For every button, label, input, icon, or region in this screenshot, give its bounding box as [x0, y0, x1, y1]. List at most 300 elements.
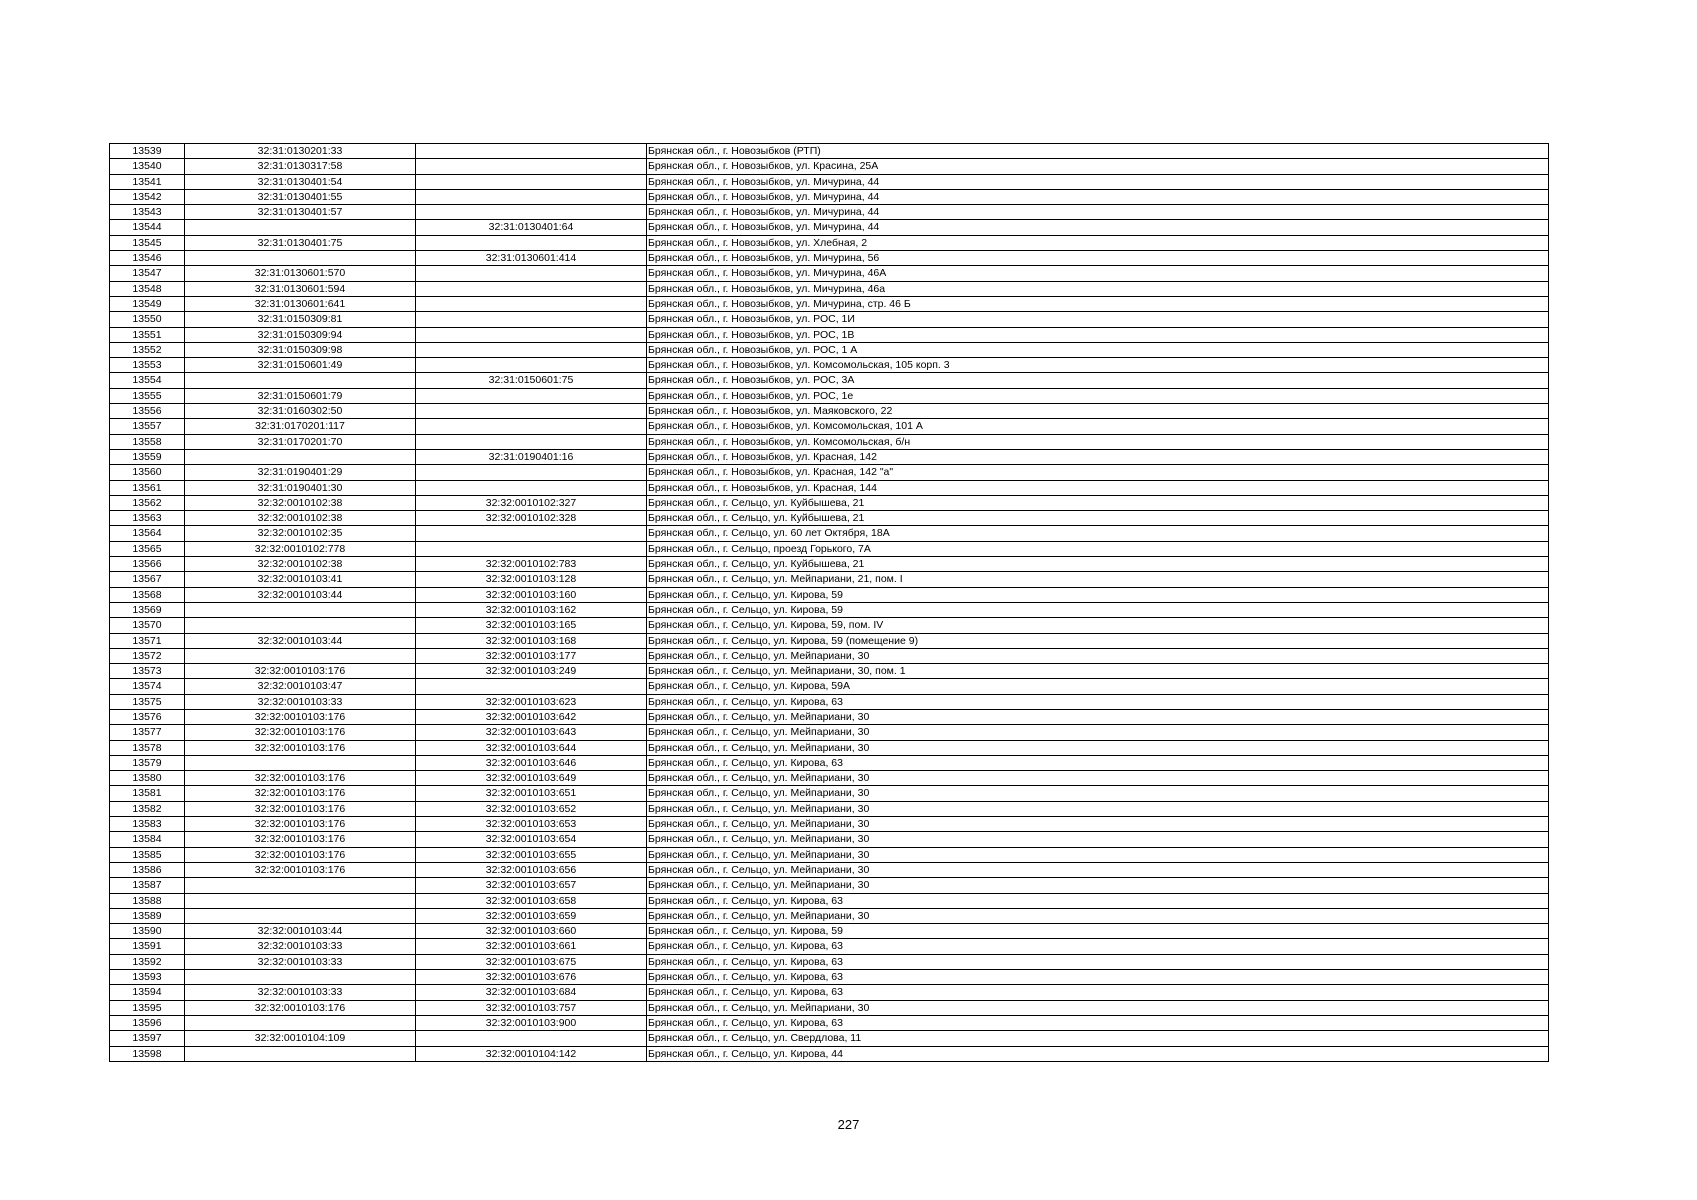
cell-cadastral-number: 32:31:0130401:54	[185, 174, 416, 189]
cell-number: 13567	[110, 572, 185, 587]
cell-object-cadastral-number	[416, 312, 647, 327]
table-row	[110, 602, 1549, 617]
table-row	[110, 817, 1549, 832]
table-row	[110, 526, 1549, 541]
cell-cadastral-number: 32:31:0190401:30	[185, 480, 416, 495]
table-row	[110, 358, 1549, 373]
cell-object-cadastral-number: 32:32:0010103:128	[416, 572, 647, 587]
cell-number: 13585	[110, 847, 185, 862]
table-row	[110, 939, 1549, 954]
table-row	[110, 465, 1549, 480]
table-row	[110, 587, 1549, 602]
cell-object-cadastral-number	[416, 434, 647, 449]
cell-object-cadastral-number: 32:32:0010103:249	[416, 664, 647, 679]
cell-object-cadastral-number: 32:32:0010103:661	[416, 939, 647, 954]
cell-address: Брянская обл., г. Новозыбков, ул. РОС, 1е	[647, 388, 1549, 403]
cell-cadastral-number	[185, 251, 416, 266]
table-row	[110, 954, 1549, 969]
cell-address: Брянская обл., г. Сельцо, ул. Мейпариани, 30	[647, 862, 1549, 877]
cell-address: Брянская обл., г. Сельцо, ул. Кирова, 63	[647, 985, 1549, 1000]
table-row	[110, 725, 1549, 740]
cell-address: Брянская обл., г. Сельцо, ул. Свердлова, 11	[647, 1031, 1549, 1046]
cell-cadastral-number: 32:31:0160302:50	[185, 404, 416, 419]
cell-number: 13554	[110, 373, 185, 388]
table-row	[110, 862, 1549, 877]
cell-number: 13575	[110, 694, 185, 709]
table-row	[110, 541, 1549, 556]
cell-number: 13566	[110, 557, 185, 572]
cell-object-cadastral-number	[416, 342, 647, 357]
cell-object-cadastral-number	[416, 541, 647, 556]
cell-number: 13598	[110, 1046, 185, 1061]
cell-cadastral-number: 32:32:0010103:44	[185, 633, 416, 648]
cell-cadastral-number: 32:31:0150309:98	[185, 342, 416, 357]
cell-number: 13558	[110, 434, 185, 449]
cell-cadastral-number: 32:31:0150309:94	[185, 327, 416, 342]
cell-number: 13589	[110, 908, 185, 923]
cell-cadastral-number: 32:31:0130201:33	[185, 144, 416, 159]
cell-address: Брянская обл., г. Сельцо, ул. Кирова, 59А	[647, 679, 1549, 694]
cell-address: Брянская обл., г. Сельцо, ул. Мейпариани, 30	[647, 878, 1549, 893]
cell-cadastral-number: 32:32:0010103:176	[185, 664, 416, 679]
cell-cadastral-number: 32:32:0010103:33	[185, 939, 416, 954]
cell-address: Брянская обл., г. Сельцо, ул. Мейпариани, 30	[647, 801, 1549, 816]
table-row	[110, 205, 1549, 220]
cell-object-cadastral-number: 32:32:0010102:783	[416, 557, 647, 572]
cell-number: 13561	[110, 480, 185, 495]
cell-number: 13573	[110, 664, 185, 679]
cell-object-cadastral-number: 32:32:0010104:142	[416, 1046, 647, 1061]
cell-number: 13581	[110, 786, 185, 801]
cell-cadastral-number: 32:31:0130601:594	[185, 281, 416, 296]
table-row	[110, 281, 1549, 296]
cell-address: Брянская обл., г. Сельцо, ул. Мейпариани, 30	[647, 740, 1549, 755]
cell-number: 13557	[110, 419, 185, 434]
cell-number: 13544	[110, 220, 185, 235]
cell-address: Брянская обл., г. Сельцо, ул. Кирова, 44	[647, 1046, 1549, 1061]
cell-object-cadastral-number: 32:32:0010103:655	[416, 847, 647, 862]
cell-cadastral-number: 32:31:0130401:57	[185, 205, 416, 220]
cell-object-cadastral-number	[416, 296, 647, 311]
cell-address: Брянская обл., г. Сельцо, ул. Кирова, 59	[647, 587, 1549, 602]
cell-cadastral-number: 32:32:0010103:176	[185, 740, 416, 755]
cell-object-cadastral-number: 32:32:0010103:165	[416, 618, 647, 633]
cell-cadastral-number: 32:32:0010103:176	[185, 862, 416, 877]
table-row	[110, 159, 1549, 174]
cell-cadastral-number: 32:31:0170201:70	[185, 434, 416, 449]
cell-address: Брянская обл., г. Новозыбков, ул. Комсомольская, 101 А	[647, 419, 1549, 434]
cell-address: Брянская обл., г. Новозыбков, ул. Мичурина, 46А	[647, 266, 1549, 281]
cell-cadastral-number: 32:31:0130601:570	[185, 266, 416, 281]
cell-cadastral-number: 32:31:0150601:79	[185, 388, 416, 403]
cell-object-cadastral-number: 32:32:0010103:643	[416, 725, 647, 740]
cell-number: 13556	[110, 404, 185, 419]
cell-number: 13597	[110, 1031, 185, 1046]
cell-address: Брянская обл., г. Новозыбков, ул. Комсомольская, 105 корп. 3	[647, 358, 1549, 373]
cell-object-cadastral-number: 32:32:0010103:684	[416, 985, 647, 1000]
cell-object-cadastral-number: 32:32:0010103:900	[416, 1015, 647, 1030]
cell-address: Брянская обл., г. Новозыбков, ул. РОС, 3А	[647, 373, 1549, 388]
table-row	[110, 878, 1549, 893]
cell-address: Брянская обл., г. Сельцо, ул. Кирова, 63	[647, 1015, 1549, 1030]
table-row	[110, 235, 1549, 250]
table-row	[110, 251, 1549, 266]
table-row	[110, 419, 1549, 434]
cell-object-cadastral-number: 32:32:0010103:642	[416, 709, 647, 724]
cell-number: 13551	[110, 327, 185, 342]
table-row	[110, 557, 1549, 572]
cell-number: 13593	[110, 970, 185, 985]
cell-number: 13541	[110, 174, 185, 189]
cell-address: Брянская обл., г. Сельцо, ул. Мейпариани, 30	[647, 832, 1549, 847]
cell-number: 13549	[110, 296, 185, 311]
cell-object-cadastral-number: 32:32:0010103:659	[416, 908, 647, 923]
cell-number: 13547	[110, 266, 185, 281]
cell-object-cadastral-number: 32:32:0010103:757	[416, 1000, 647, 1015]
table-row	[110, 694, 1549, 709]
cell-object-cadastral-number	[416, 419, 647, 434]
cell-address: Брянская обл., г. Новозыбков, ул. РОС, 1И	[647, 312, 1549, 327]
table-row	[110, 1031, 1549, 1046]
cell-number: 13552	[110, 342, 185, 357]
cell-address: Брянская обл., г. Сельцо, проезд Горького, 7А	[647, 541, 1549, 556]
cell-cadastral-number	[185, 970, 416, 985]
cell-number: 13564	[110, 526, 185, 541]
cell-object-cadastral-number: 32:31:0130401:64	[416, 220, 647, 235]
table-row	[110, 434, 1549, 449]
cell-object-cadastral-number	[416, 358, 647, 373]
cell-cadastral-number: 32:32:0010103:176	[185, 709, 416, 724]
cell-cadastral-number: 32:32:0010103:176	[185, 786, 416, 801]
cell-object-cadastral-number: 32:32:0010103:651	[416, 786, 647, 801]
table-row	[110, 985, 1549, 1000]
cell-cadastral-number: 32:32:0010103:176	[185, 725, 416, 740]
table-row	[110, 511, 1549, 526]
cell-object-cadastral-number	[416, 388, 647, 403]
cell-object-cadastral-number	[416, 159, 647, 174]
table-row	[110, 893, 1549, 908]
cell-cadastral-number: 32:31:0190401:29	[185, 465, 416, 480]
cell-cadastral-number: 32:32:0010103:176	[185, 832, 416, 847]
cell-number: 13539	[110, 144, 185, 159]
table-row	[110, 495, 1549, 510]
cell-number: 13560	[110, 465, 185, 480]
cell-number: 13559	[110, 449, 185, 464]
cell-object-cadastral-number	[416, 266, 647, 281]
cell-number: 13583	[110, 817, 185, 832]
cell-address: Брянская обл., г. Сельцо, ул. Мейпариани, 30	[647, 771, 1549, 786]
cell-object-cadastral-number: 32:32:0010103:652	[416, 801, 647, 816]
cell-cadastral-number	[185, 648, 416, 663]
cell-number: 13550	[110, 312, 185, 327]
cell-cadastral-number	[185, 618, 416, 633]
cell-cadastral-number: 32:32:0010102:38	[185, 557, 416, 572]
cell-number: 13540	[110, 159, 185, 174]
cell-number: 13555	[110, 388, 185, 403]
cell-address: Брянская обл., г. Сельцо, ул. Мейпариани, 30	[647, 709, 1549, 724]
cell-object-cadastral-number: 32:32:0010103:177	[416, 648, 647, 663]
cell-number: 13591	[110, 939, 185, 954]
table-row	[110, 908, 1549, 923]
table-row	[110, 755, 1549, 770]
cell-number: 13592	[110, 954, 185, 969]
cell-number: 13546	[110, 251, 185, 266]
table-row	[110, 1046, 1549, 1061]
table-row	[110, 618, 1549, 633]
cell-number: 13590	[110, 924, 185, 939]
cell-address: Брянская обл., г. Новозыбков, ул. Мичурина, 44	[647, 189, 1549, 204]
table-row	[110, 327, 1549, 342]
cell-address: Брянская обл., г. Сельцо, ул. Мейпариани, 30	[647, 725, 1549, 740]
cell-cadastral-number: 32:32:0010102:38	[185, 511, 416, 526]
cell-address: Брянская обл., г. Сельцо, ул. Мейпариани, 21, пом. I	[647, 572, 1549, 587]
cell-cadastral-number: 32:31:0150309:81	[185, 312, 416, 327]
cell-object-cadastral-number	[416, 404, 647, 419]
cell-object-cadastral-number: 32:32:0010103:649	[416, 771, 647, 786]
cell-address: Брянская обл., г. Сельцо, ул. Мейпариани, 30	[647, 908, 1549, 923]
cell-number: 13586	[110, 862, 185, 877]
cell-number: 13545	[110, 235, 185, 250]
cell-object-cadastral-number: 32:32:0010102:327	[416, 495, 647, 510]
table-row	[110, 342, 1549, 357]
table-row	[110, 832, 1549, 847]
cell-object-cadastral-number	[416, 526, 647, 541]
cell-number: 13594	[110, 985, 185, 1000]
cell-address: Брянская обл., г. Новозыбков, ул. Мичурина, стр. 46 Б	[647, 296, 1549, 311]
cell-object-cadastral-number	[416, 281, 647, 296]
cell-cadastral-number: 32:31:0130601:641	[185, 296, 416, 311]
cell-cadastral-number: 32:32:0010103:44	[185, 924, 416, 939]
cell-number: 13542	[110, 189, 185, 204]
cell-number: 13571	[110, 633, 185, 648]
cell-cadastral-number	[185, 908, 416, 923]
cell-address: Брянская обл., г. Новозыбков, ул. РОС, 1В	[647, 327, 1549, 342]
cell-cadastral-number: 32:31:0130401:55	[185, 189, 416, 204]
cell-address: Брянская обл., г. Сельцо, ул. Кирова, 63	[647, 755, 1549, 770]
cell-address: Брянская обл., г. Новозыбков (РТП)	[647, 144, 1549, 159]
cell-address: Брянская обл., г. Новозыбков, ул. Мичурина, 44	[647, 220, 1549, 235]
cell-object-cadastral-number	[416, 480, 647, 495]
cell-cadastral-number: 32:32:0010103:33	[185, 694, 416, 709]
cell-address: Брянская обл., г. Сельцо, ул. Кирова, 59, пом. IV	[647, 618, 1549, 633]
table-row	[110, 771, 1549, 786]
cell-cadastral-number: 32:32:0010103:176	[185, 847, 416, 862]
cell-object-cadastral-number: 32:32:0010103:653	[416, 817, 647, 832]
cell-cadastral-number: 32:32:0010103:47	[185, 679, 416, 694]
cell-cadastral-number	[185, 893, 416, 908]
cell-number: 13543	[110, 205, 185, 220]
cell-object-cadastral-number: 32:32:0010103:660	[416, 924, 647, 939]
cell-address: Брянская обл., г. Сельцо, ул. Кирова, 59	[647, 602, 1549, 617]
cell-address: Брянская обл., г. Новозыбков, ул. Красная, 144	[647, 480, 1549, 495]
table-row	[110, 266, 1549, 281]
table-row	[110, 189, 1549, 204]
cell-object-cadastral-number: 32:32:0010103:646	[416, 755, 647, 770]
cell-cadastral-number	[185, 755, 416, 770]
table-row	[110, 312, 1549, 327]
table-row	[110, 633, 1549, 648]
cell-cadastral-number: 32:32:0010102:35	[185, 526, 416, 541]
cell-cadastral-number	[185, 878, 416, 893]
cell-object-cadastral-number: 32:32:0010103:644	[416, 740, 647, 755]
table-row	[110, 373, 1549, 388]
cell-object-cadastral-number: 32:31:0130601:414	[416, 251, 647, 266]
registry-table	[109, 143, 1549, 1062]
cell-address: Брянская обл., г. Новозыбков, ул. Хлебная, 2	[647, 235, 1549, 250]
page-number: 227	[837, 1117, 860, 1132]
cell-object-cadastral-number: 32:32:0010103:168	[416, 633, 647, 648]
cell-number: 13582	[110, 801, 185, 816]
cell-number: 13596	[110, 1015, 185, 1030]
cell-address: Брянская обл., г. Сельцо, ул. Кирова, 63	[647, 893, 1549, 908]
cell-cadastral-number	[185, 1046, 416, 1061]
cell-number: 13568	[110, 587, 185, 602]
table-row	[110, 709, 1549, 724]
table-row	[110, 1015, 1549, 1030]
cell-cadastral-number: 32:32:0010103:33	[185, 954, 416, 969]
cell-cadastral-number: 32:32:0010103:176	[185, 1000, 416, 1015]
cell-cadastral-number	[185, 1015, 416, 1030]
cell-cadastral-number: 32:32:0010103:41	[185, 572, 416, 587]
cell-address: Брянская обл., г. Сельцо, ул. Мейпариани, 30	[647, 1000, 1549, 1015]
cell-address: Брянская обл., г. Сельцо, ул. Мейпариани, 30	[647, 786, 1549, 801]
cell-address: Брянская обл., г. Сельцо, ул. Кирова, 59 (помещение 9)	[647, 633, 1549, 648]
cell-cadastral-number: 32:32:0010104:109	[185, 1031, 416, 1046]
cell-cadastral-number	[185, 449, 416, 464]
cell-cadastral-number: 32:32:0010103:176	[185, 801, 416, 816]
cell-object-cadastral-number: 32:32:0010102:328	[416, 511, 647, 526]
cell-object-cadastral-number	[416, 144, 647, 159]
cell-object-cadastral-number: 32:32:0010103:623	[416, 694, 647, 709]
table-row	[110, 970, 1549, 985]
cell-address: Брянская обл., г. Сельцо, ул. Мейпариани, 30	[647, 847, 1549, 862]
cell-number: 13553	[110, 358, 185, 373]
cell-number: 13563	[110, 511, 185, 526]
cell-address: Брянская обл., г. Сельцо, ул. Кирова, 63	[647, 954, 1549, 969]
cell-address: Брянская обл., г. Новозыбков, ул. Красина, 25А	[647, 159, 1549, 174]
cell-address: Брянская обл., г. Сельцо, ул. Куйбышева, 21	[647, 557, 1549, 572]
cell-number: 13562	[110, 495, 185, 510]
cell-number: 13576	[110, 709, 185, 724]
cell-number: 13580	[110, 771, 185, 786]
cell-address: Брянская обл., г. Новозыбков, ул. Мичурина, 44	[647, 174, 1549, 189]
cell-number: 13578	[110, 740, 185, 755]
cell-object-cadastral-number: 32:32:0010103:656	[416, 862, 647, 877]
table-row	[110, 296, 1549, 311]
cell-object-cadastral-number: 32:32:0010103:658	[416, 893, 647, 908]
cell-number: 13548	[110, 281, 185, 296]
cell-cadastral-number: 32:31:0170201:117	[185, 419, 416, 434]
table-row	[110, 404, 1549, 419]
table-row	[110, 388, 1549, 403]
cell-object-cadastral-number	[416, 235, 647, 250]
cell-object-cadastral-number	[416, 679, 647, 694]
cell-cadastral-number	[185, 373, 416, 388]
cell-address: Брянская обл., г. Сельцо, ул. Кирова, 59	[647, 924, 1549, 939]
cell-cadastral-number: 32:32:0010102:38	[185, 495, 416, 510]
cell-object-cadastral-number: 32:32:0010103:675	[416, 954, 647, 969]
table-row	[110, 220, 1549, 235]
table-row	[110, 801, 1549, 816]
cell-object-cadastral-number	[416, 1031, 647, 1046]
cell-number: 13584	[110, 832, 185, 847]
cell-address: Брянская обл., г. Сельцо, ул. Мейпариани, 30	[647, 648, 1549, 663]
cell-address: Брянская обл., г. Сельцо, ул. Куйбышева, 21	[647, 511, 1549, 526]
cell-address: Брянская обл., г. Новозыбков, ул. Комсомольская, б/н	[647, 434, 1549, 449]
table-row	[110, 572, 1549, 587]
cell-number: 13565	[110, 541, 185, 556]
cell-address: Брянская обл., г. Сельцо, ул. Мейпариани, 30, пом. 1	[647, 664, 1549, 679]
cell-number: 13569	[110, 602, 185, 617]
table-row	[110, 648, 1549, 663]
cell-cadastral-number: 32:32:0010102:778	[185, 541, 416, 556]
cell-cadastral-number	[185, 220, 416, 235]
cell-number: 13595	[110, 1000, 185, 1015]
table-row	[110, 679, 1549, 694]
cell-number: 13574	[110, 679, 185, 694]
cell-address: Брянская обл., г. Новозыбков, ул. Красная, 142 "а"	[647, 465, 1549, 480]
cell-cadastral-number: 32:31:0150601:49	[185, 358, 416, 373]
cell-address: Брянская обл., г. Новозыбков, ул. РОС, 1 А	[647, 342, 1549, 357]
cell-address: Брянская обл., г. Сельцо, ул. Кирова, 63	[647, 694, 1549, 709]
table-row	[110, 924, 1549, 939]
cell-object-cadastral-number: 32:32:0010103:654	[416, 832, 647, 847]
cell-address: Брянская обл., г. Новозыбков, ул. Маяковского, 22	[647, 404, 1549, 419]
cell-cadastral-number: 32:31:0130317:58	[185, 159, 416, 174]
cell-number: 13577	[110, 725, 185, 740]
table-row	[110, 786, 1549, 801]
table-row	[110, 480, 1549, 495]
cell-object-cadastral-number	[416, 174, 647, 189]
cell-object-cadastral-number: 32:32:0010103:162	[416, 602, 647, 617]
cell-object-cadastral-number	[416, 205, 647, 220]
cell-cadastral-number: 32:32:0010103:44	[185, 587, 416, 602]
cell-object-cadastral-number: 32:31:0190401:16	[416, 449, 647, 464]
cell-cadastral-number	[185, 602, 416, 617]
cell-cadastral-number: 32:31:0130401:75	[185, 235, 416, 250]
cell-address: Брянская обл., г. Новозыбков, ул. Красная, 142	[647, 449, 1549, 464]
table-row	[110, 664, 1549, 679]
table-row	[110, 740, 1549, 755]
cell-address: Брянская обл., г. Сельцо, ул. Мейпариани, 30	[647, 817, 1549, 832]
cell-number: 13570	[110, 618, 185, 633]
cell-address: Брянская обл., г. Сельцо, ул. Куйбышева, 21	[647, 495, 1549, 510]
cell-object-cadastral-number	[416, 189, 647, 204]
cell-object-cadastral-number: 32:32:0010103:676	[416, 970, 647, 985]
cell-number: 13572	[110, 648, 185, 663]
cell-address: Брянская обл., г. Новозыбков, ул. Мичурина, 44	[647, 205, 1549, 220]
cell-number: 13579	[110, 755, 185, 770]
cell-number: 13588	[110, 893, 185, 908]
table-row	[110, 1000, 1549, 1015]
cell-address: Брянская обл., г. Новозыбков, ул. Мичурина, 46а	[647, 281, 1549, 296]
cell-object-cadastral-number	[416, 465, 647, 480]
cell-object-cadastral-number	[416, 327, 647, 342]
cell-address: Брянская обл., г. Сельцо, ул. Кирова, 63	[647, 939, 1549, 954]
cell-cadastral-number: 32:32:0010103:33	[185, 985, 416, 1000]
table-row	[110, 847, 1549, 862]
table-row	[110, 449, 1549, 464]
cell-address: Брянская обл., г. Сельцо, ул. 60 лет Октября, 18А	[647, 526, 1549, 541]
cell-address: Брянская обл., г. Новозыбков, ул. Мичурина, 56	[647, 251, 1549, 266]
cell-object-cadastral-number: 32:32:0010103:657	[416, 878, 647, 893]
cell-cadastral-number: 32:32:0010103:176	[185, 817, 416, 832]
cell-address: Брянская обл., г. Сельцо, ул. Кирова, 63	[647, 970, 1549, 985]
cell-cadastral-number: 32:32:0010103:176	[185, 771, 416, 786]
table-row	[110, 144, 1549, 159]
cell-number: 13587	[110, 878, 185, 893]
table-row	[110, 174, 1549, 189]
